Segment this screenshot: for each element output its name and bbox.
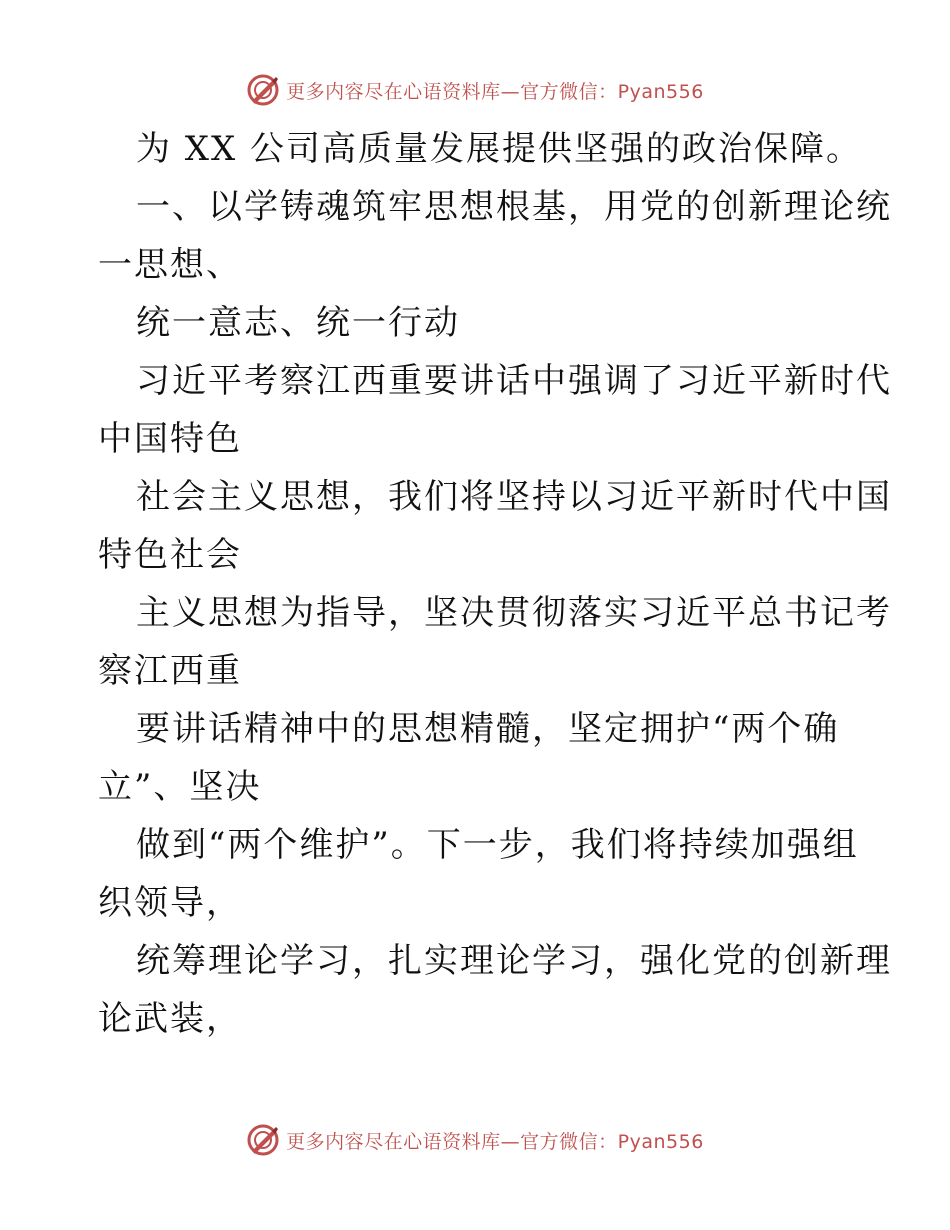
text-line: 一思想、 <box>98 245 242 285</box>
document-body <box>98 120 892 1048</box>
text-line: 立”、坚决 <box>98 767 262 807</box>
footer-banner-text: 更多内容尽在心语资料库—官方微信：Pyan556 <box>286 1130 704 1153</box>
text-line: 为 XX 公司高质量发展提供坚强的政治保障。 <box>136 129 863 169</box>
footer-banner <box>0 1120 950 1160</box>
text-line: 做到“两个维护”。下一步，我们将持续加强组 <box>136 825 859 865</box>
text-line: 要讲话精神中的思想精髓，坚定拥护“两个确 <box>136 709 840 749</box>
pen-seal-logo-icon <box>246 73 280 107</box>
header-banner-text: 更多内容尽在心语资料库—官方微信：Pyan556 <box>286 80 704 103</box>
text-line: 统一意志、统一行动 <box>136 303 460 343</box>
pen-seal-logo-icon <box>246 1123 280 1157</box>
text-line: 察江西重 <box>98 651 242 691</box>
text-line: 主义思想为指导，坚决贯彻落实习近平总书记考 <box>136 593 892 633</box>
text-line: 一、以学铸魂筑牢思想根基，用党的创新理论统 <box>136 187 892 227</box>
text-line: 中国特色 <box>98 419 242 459</box>
text-line: 统筹理论学习，扎实理论学习，强化党的创新理 <box>136 941 892 981</box>
text-line: 社会主义思想，我们将坚持以习近平新时代中国 <box>136 477 892 517</box>
header-banner <box>0 70 950 110</box>
text-line: 习近平考察江西重要讲话中强调了习近平新时代 <box>136 361 892 401</box>
text-line: 特色社会 <box>98 535 242 575</box>
text-line: 织领导， <box>98 883 242 923</box>
text-line: 论武装， <box>98 999 242 1039</box>
